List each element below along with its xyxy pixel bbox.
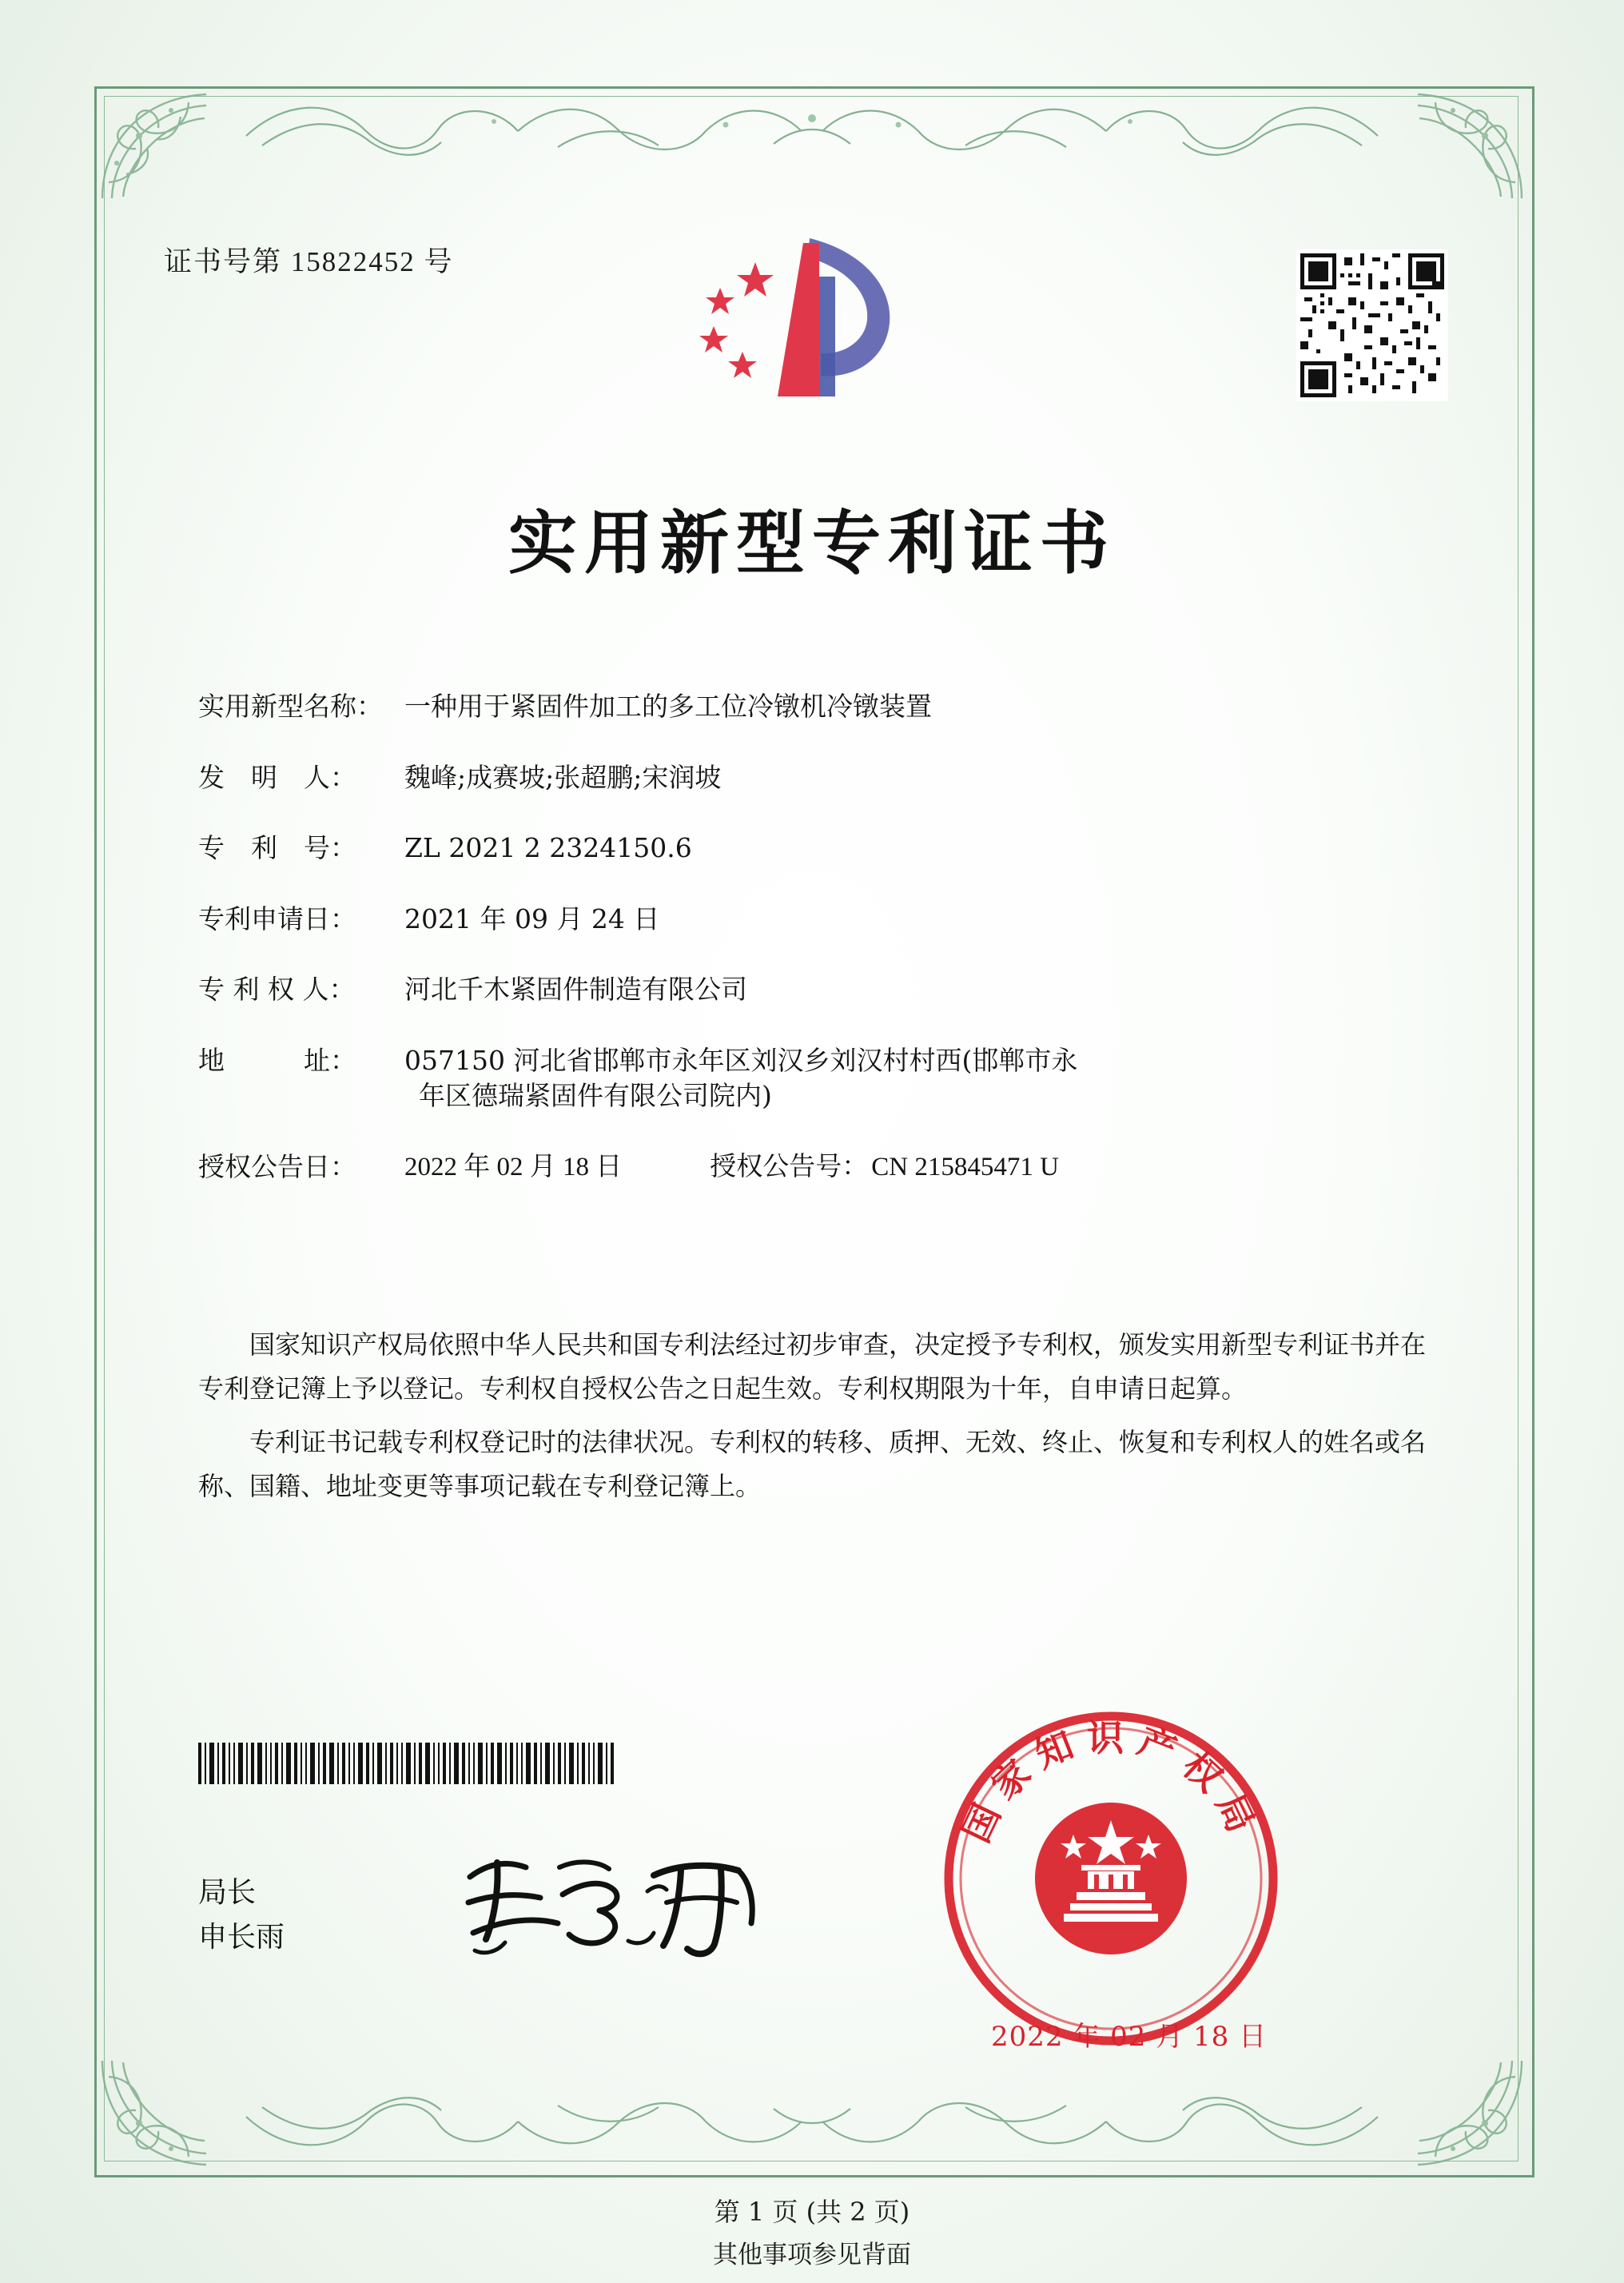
signature-handwriting-icon: [457, 1847, 801, 1966]
signature-role: 局长: [198, 1876, 257, 1909]
field-row-application-date: [198, 902, 1429, 938]
field-row-patentee: [198, 972, 1429, 1008]
field-label: 专 利 号：: [198, 832, 356, 864]
field-label: 专 利 权 人：: [198, 974, 356, 1006]
ornament-corner: [1410, 2053, 1530, 2173]
field-value: 2021 年 09 月 24 日: [404, 902, 660, 934]
ornament-corner: [94, 86, 214, 206]
seal-date: 2022 年 02 月 18 日: [991, 2021, 1268, 2053]
grant-number-group: [710, 1149, 1059, 1185]
paragraph-2: 专利证书记载专利权登记时的法律状况。专利权的转移、质押、无效、终止、恢复和专利权人的姓名或名称、国籍、地址变更等事项记载在专利登记簿上。: [198, 1427, 1427, 1502]
ornament-bottom-band: [214, 2090, 1410, 2163]
field-value: 一种用于紧固件加工的多工位冷镦机冷镦装置: [404, 691, 932, 722]
signature-block: [198, 1871, 285, 1960]
field-label-grant-date: 授权公告日：: [198, 1150, 356, 1182]
field-row-inventors: [198, 760, 1429, 796]
field-value-line1: 057150 河北省邯郸市永年区刘汉乡刘汉村村西(邯郸市永: [404, 1044, 1078, 1076]
certificate-fields: [198, 689, 1429, 1217]
ornament-corner: [94, 2053, 214, 2173]
field-label: 专利申请日：: [198, 902, 356, 934]
field-label-grant-number: 授权公告号：: [710, 1152, 869, 1181]
certificate-number: 证书号第 15822452 号: [164, 246, 454, 277]
qr-code-icon: [1296, 249, 1448, 401]
signature-name: 申长雨: [198, 1920, 285, 1954]
field-row-grant-announcement: [198, 1149, 1429, 1185]
field-row-utility-model-name: [198, 689, 1429, 725]
field-label: 地 址：: [198, 1044, 356, 1076]
field-value: 河北千木紧固件制造有限公司: [404, 974, 747, 1006]
field-row-address: [198, 1043, 1429, 1114]
page-title: 实用新型专利证书: [508, 503, 1116, 584]
paragraph-1: 国家知识产权局依照中华人民共和国专利法经过初步审查，决定授予专利权，颁发实用新型专利证书并在专利登记簿上予以登记。专利权自授权公告之日起生效。专利权期限为十年，自申请日起算。: [198, 1329, 1427, 1404]
field-value-block: [404, 1043, 1429, 1114]
legal-text: [198, 1323, 1426, 1518]
field-value-line2: 年区德瑞紧固件有限公司院内): [419, 1080, 772, 1112]
page-indicator: 第 1 页 (共 2 页): [714, 2197, 910, 2227]
field-value: 魏峰;成赛坡;张超鹏;宋润坡: [404, 761, 722, 793]
field-label: 实用新型名称：: [198, 691, 383, 722]
ornament-corner: [1410, 86, 1530, 206]
footer-note: 其他事项参见背面: [713, 2241, 911, 2269]
ornament-top-band: [214, 90, 1410, 163]
field-value-grant-date: 2022 年 02 月 18 日: [404, 1152, 623, 1181]
field-row-patent-number: [198, 831, 1429, 867]
field-value-grant-number: CN 215845471 U: [871, 1152, 1059, 1181]
cnipa-logo-icon: [675, 232, 931, 432]
barcode-icon: [198, 1743, 630, 1784]
field-label: 发 明 人：: [198, 761, 356, 793]
seal-arc-text: 国家知识产权局: [953, 1716, 1268, 1849]
official-seal-icon: [939, 1707, 1283, 2050]
field-value: ZL 2021 2 2324150.6: [404, 832, 692, 864]
